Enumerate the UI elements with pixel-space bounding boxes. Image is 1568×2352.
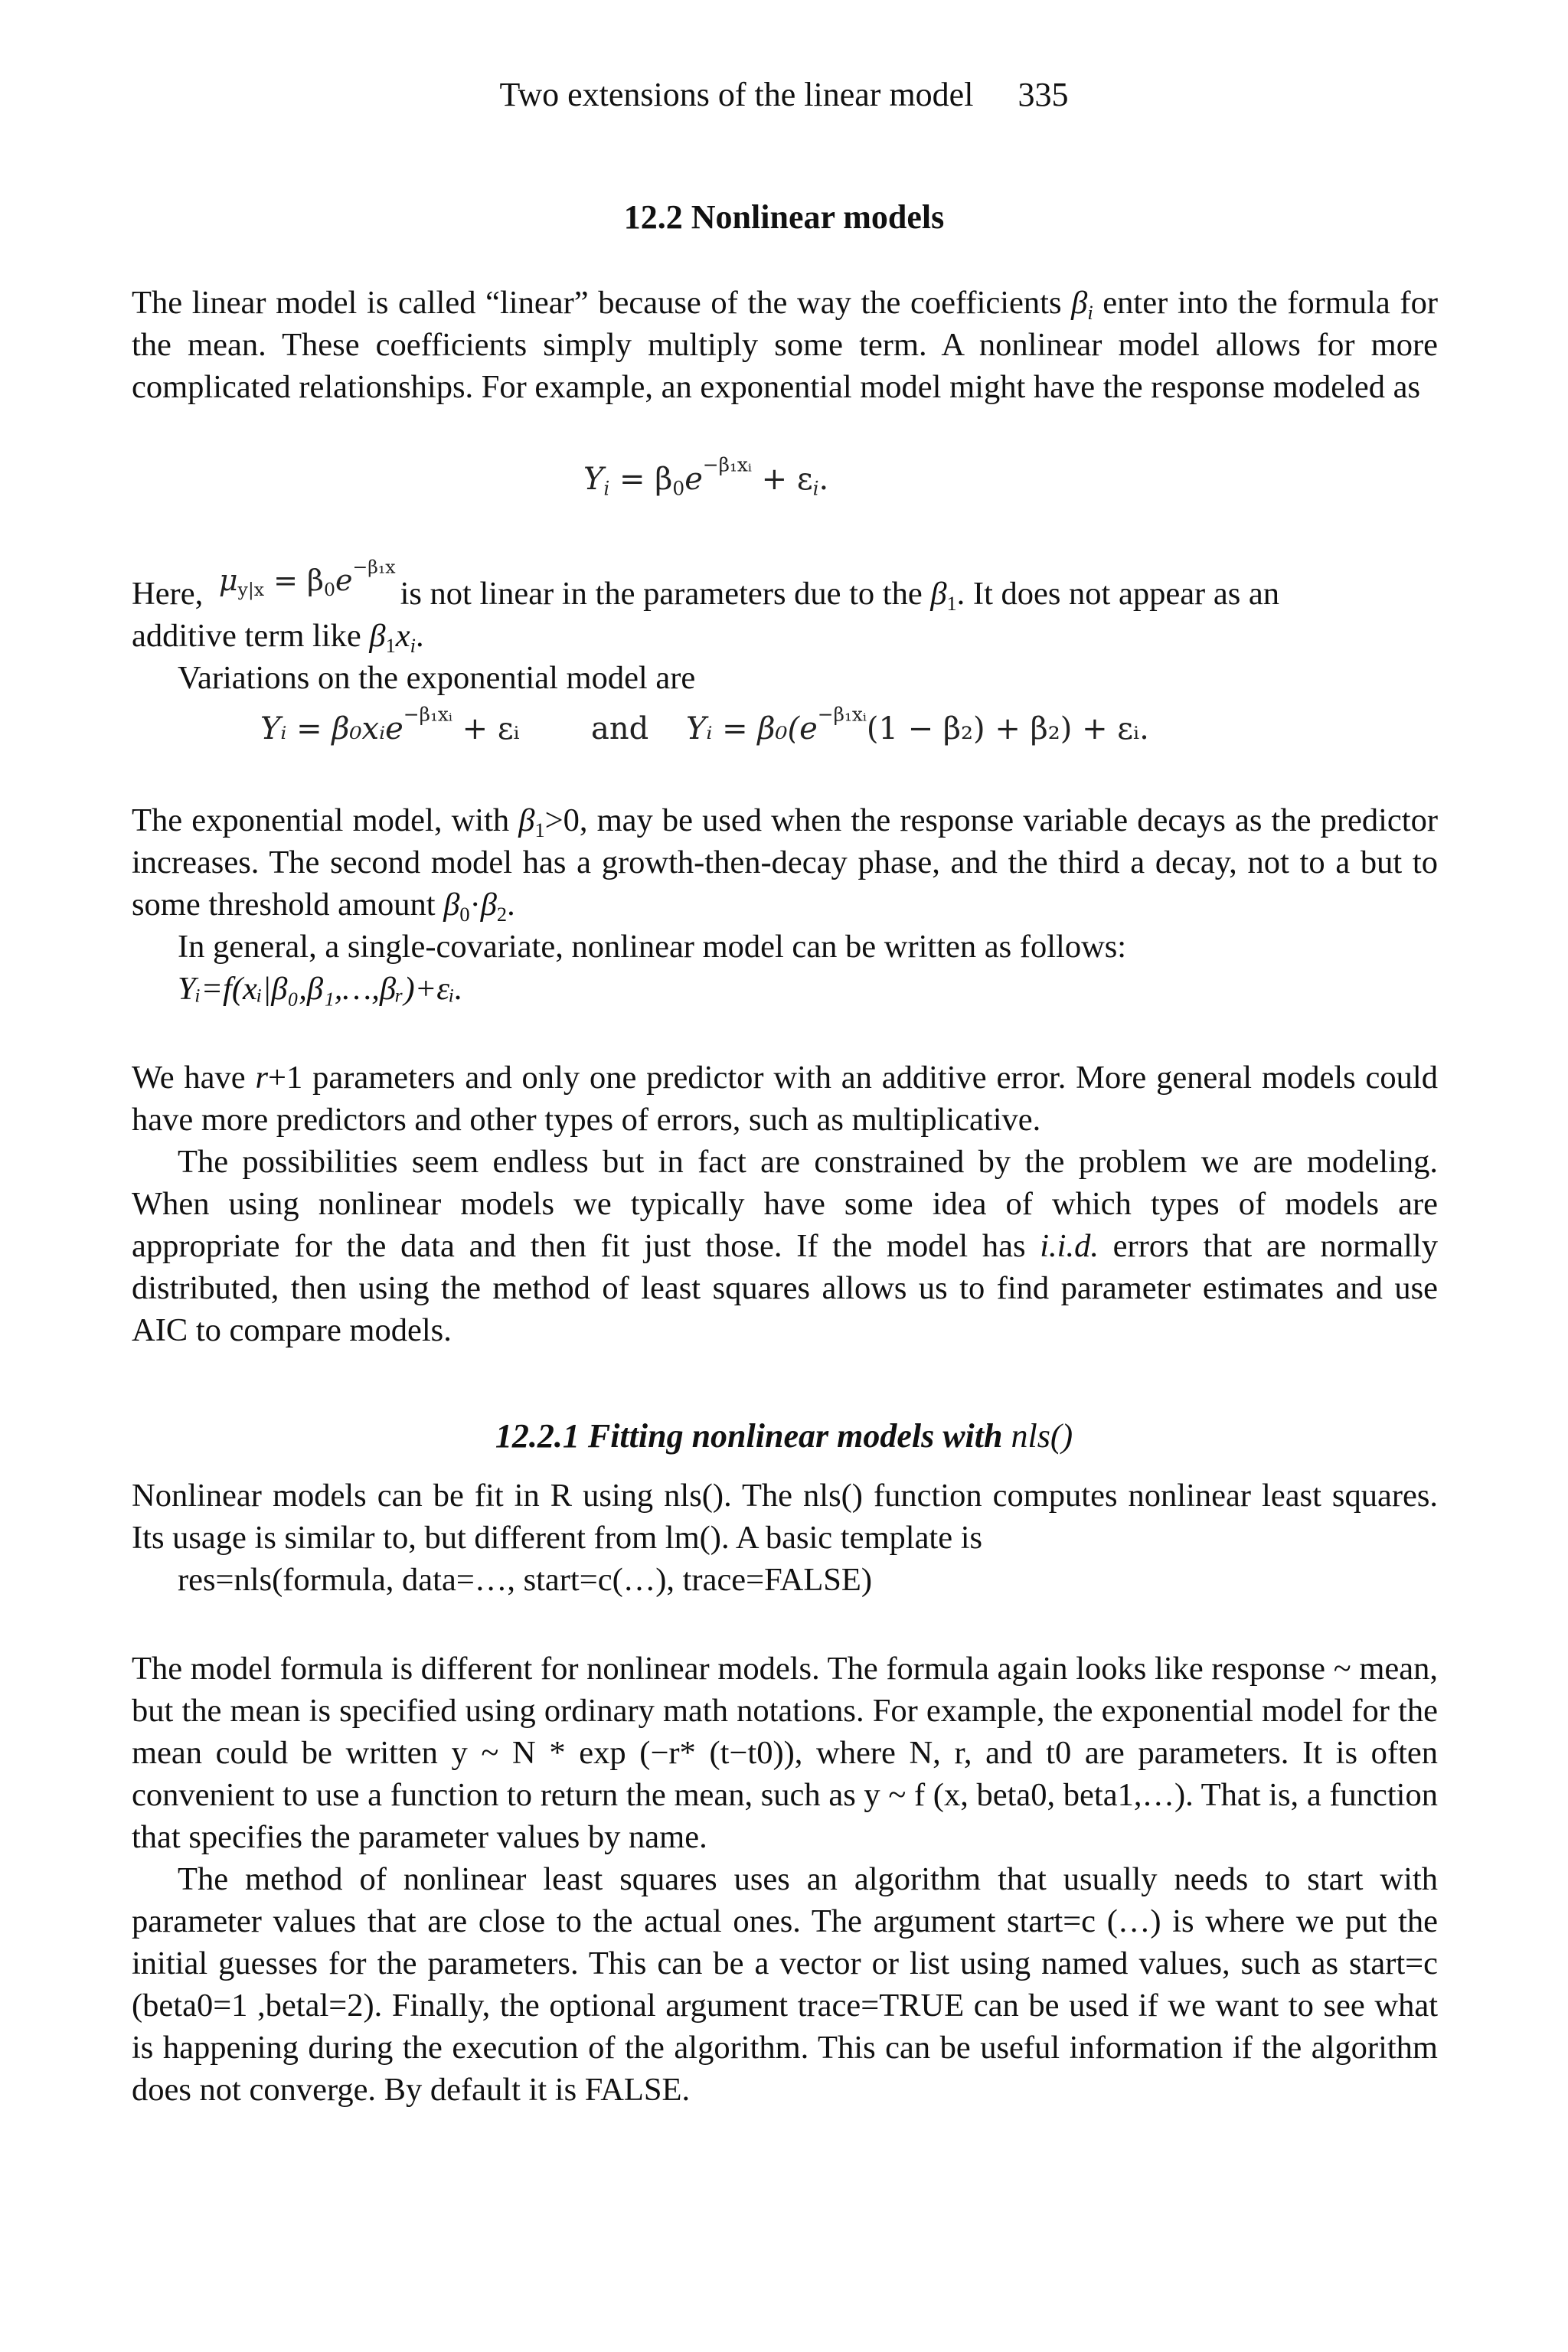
paragraph-here-line2: additive term like $\beta_1x_i$. bbox=[132, 618, 424, 657]
page-number: 335 bbox=[1018, 76, 1069, 113]
section-heading: 12.2 Nonlinear models bbox=[623, 198, 945, 236]
paragraph-here-line1: Here, $\mu_{y|x} = \beta_0e^{-\beta_1x}is$ not linear in the parameters due to the $\beta_1$. It does not appear as an bbox=[132, 556, 1279, 615]
paragraph-nls-intro: Nonlinear models can be fit in R using nls(). The nls() function computes nonlinear least squares. Its usage is similar to, but different from lm(). A basic template is bbox=[132, 1478, 1438, 1556]
equation-variations-left: Yᵢ = β₀xᵢe$^{-\beta_1xᵢ}$ + εᵢ bbox=[260, 703, 520, 746]
equation-variations-right: Yᵢ = $\beta_0(e^{-\beta_1xᵢ}(1 - \beta_2) + \beta_2)$ + εᵢ. bbox=[686, 703, 1149, 746]
equation-mean-function: $\mu_{y|x} = \beta_0e^{-\beta_1x}$ bbox=[218, 556, 396, 601]
code-template: res=nls(formula, data=…, start=c(…), trace=FALSE) bbox=[178, 1562, 873, 1598]
paragraph-parameters: We have r+1 parameters and only one predictor with an additive error. More general models could have more predictors and other types of errors, such as multiplicative. bbox=[132, 1060, 1438, 1138]
paragraph-general-form: In general, a single-covariate, nonlinear model can be written as follows: bbox=[178, 929, 1127, 965]
running-title: Two extensions of the linear model bbox=[499, 76, 974, 113]
paragraph-possibilities: The possibilities seem endless but in fact are constrained by the problem we are modeling. When using nonlinear models we typically have some idea of which types of models are appropriate for the data and then fit just those. If the model has i.i.d. errors that are normally distributed, then using the method of least squares allows us to find parameter estimates and use AIC to compare models. bbox=[132, 1144, 1438, 1348]
equation-and: and bbox=[591, 711, 649, 746]
paragraph-least-squares: The method of nonlinear least squares uses an algorithm that usually needs to start with parameter values that are close to the actual ones. The argument start=c (…) is where we put the initial guesses for the parameters. This can be a vector or list using named values, such as start=c (beta0=1 ,betal=2). Finally, the optional argument trace=TRUE can be used if we want to see what is happening during the execution of the algorithm. This can be useful information if the algorithm does not converge. By default it is FALSE. bbox=[132, 1861, 1438, 2108]
equation-general-nonlinear: Yᵢ=f(xᵢ|β₀,β₁,…,βᵣ)+εᵢ. bbox=[178, 971, 463, 1007]
paragraph-exponential-model: The exponential model, with $\beta_1>0$, may be used when the response variable decays as the predictor increases. The second model has a growth-then-decay phase, and the third a decay, not to a but to some threshold amount $\beta_0\cdot\beta_2$. bbox=[132, 802, 1438, 926]
running-header bbox=[0, 74, 1568, 116]
equation-exponential-model: $Y_i = \beta_0e^{-\beta_1xᵢ} + \varepsilon_i$. bbox=[583, 453, 829, 500]
paragraph-variations: Variations on the exponential model are bbox=[178, 660, 696, 696]
paragraph-intro: The linear model is called “linear” because of the way the coefficients $\beta_i$ enter into the formula for the mean. These coefficients simply multiply some term. A nonlinear model allows for more complicated relationships. For example, an exponential model might have the response modeled as bbox=[132, 285, 1438, 405]
subsection-heading: 12.2.1 Fitting nonlinear models with nls() bbox=[495, 1417, 1073, 1455]
paragraph-model-formula: The model formula is different for nonlinear models. The formula again looks like response ~ mean, but the mean is specified using ordinary math notations. For example, the exponential model for the mean could be written y ~ N * exp (−r* (t−t0)), where N, r, and t0 are parameters. It is often convenient to use a function to return the mean, such as y ~ f (x, beta0, beta1,…). That is, a function that specifies the parameter values by name. bbox=[132, 1651, 1438, 1855]
